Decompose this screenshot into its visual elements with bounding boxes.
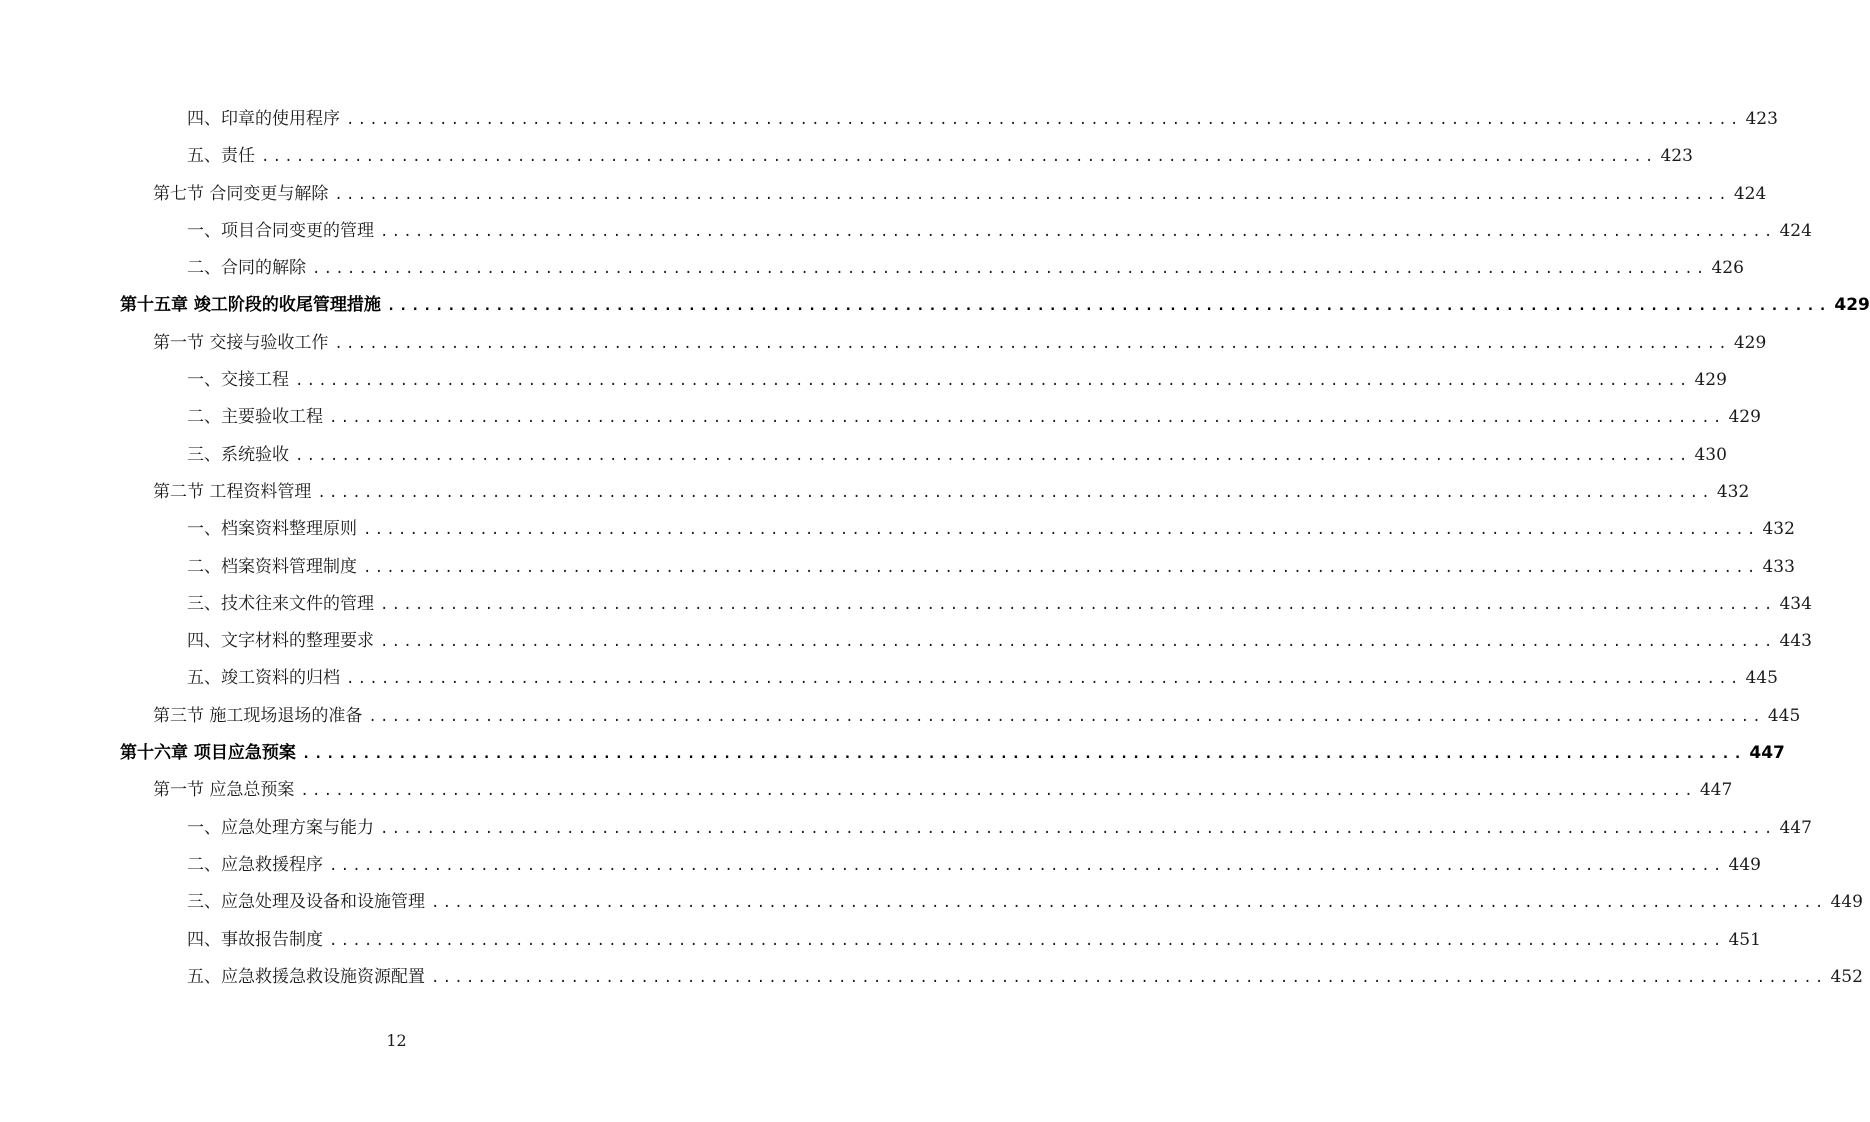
toc-section-entry[interactable] — [0, 176, 1767, 213]
toc-entry-title: 二、主要验收工程 — [187, 407, 323, 428]
toc-entry-page-number: 424 — [1779, 220, 1812, 241]
toc-chapter-entry[interactable] — [0, 287, 1870, 324]
toc-dot-leader: ........................................................................................................................ — [386, 298, 1831, 315]
toc-dot-leader: ........................................................................................................................ — [329, 932, 1725, 949]
toc-dot-leader: ........................................................................................................................ — [431, 969, 1827, 986]
toc-entry-title: 一、交接工程 — [187, 370, 289, 391]
toc-dot-leader: ........................................................................................................................ — [295, 373, 1691, 390]
toc-section-entry[interactable] — [0, 325, 1767, 362]
toc-entry-title: 第十六章 项目应急预案 — [120, 743, 296, 764]
toc-entry-title: 一、档案资料整理原则 — [187, 519, 357, 540]
toc-dot-leader: ........................................................................................................................ — [363, 522, 1759, 539]
toc-subsection-entry[interactable] — [0, 437, 1727, 474]
toc-dot-leader: ........................................................................................................................ — [346, 112, 1742, 128]
toc-dot-leader: ........................................................................................................................ — [380, 223, 1776, 240]
toc-subsection-entry[interactable] — [0, 623, 1812, 660]
toc-subsection-entry[interactable] — [0, 922, 1761, 959]
toc-subsection-entry[interactable] — [0, 213, 1812, 250]
toc-dot-leader: ........................................................................................................................ — [295, 447, 1691, 464]
toc-subsection-entry[interactable] — [0, 884, 1863, 921]
toc-entry-page-number: 445 — [1767, 705, 1801, 726]
toc-dot-leader: ........................................................................................................................ — [334, 186, 1730, 203]
toc-entry-title: 三、应急处理及设备和设施管理 — [187, 892, 425, 913]
toc-subsection-entry[interactable] — [0, 399, 1761, 436]
toc-entry-title: 第十五章 竣工阶段的收尾管理措施 — [120, 295, 381, 316]
toc-subsection-entry[interactable] — [0, 847, 1761, 884]
toc-entry-title: 五、应急救援急救设施资源配置 — [187, 966, 425, 987]
toc-entry-page-number: 447 — [1749, 743, 1785, 764]
toc-entry-title: 一、应急处理方案与能力 — [187, 817, 374, 838]
toc-dot-leader: ........................................................................................................................ — [380, 820, 1776, 837]
toc-entry-page-number: 445 — [1745, 668, 1778, 689]
toc-entry-page-number: 423 — [1745, 109, 1778, 129]
toc-dot-leader: ........................................................................................................................ — [329, 410, 1725, 427]
toc-entry-page-number: 429 — [1834, 295, 1870, 316]
toc-entry-page-number: 449 — [1830, 892, 1863, 913]
toc-dot-leader: ........................................................................................................................ — [431, 895, 1827, 912]
toc-entry-title: 第七节 合同变更与解除 — [153, 183, 329, 204]
toc-entry-title: 第一节 交接与验收工作 — [153, 332, 329, 353]
toc-entry-page-number: 443 — [1779, 631, 1812, 652]
toc-dot-leader: ........................................................................................................................ — [368, 708, 1764, 725]
toc-section-entry[interactable] — [0, 772, 1733, 809]
toc-dot-leader: ........................................................................................................................ — [300, 783, 1696, 800]
toc-entry-title: 三、系统验收 — [187, 444, 289, 465]
toc-subsection-entry[interactable] — [0, 660, 1778, 697]
toc-dot-leader: ........................................................................................................................ — [261, 149, 1657, 166]
toc-entry-title: 四、文字材料的整理要求 — [187, 631, 374, 652]
toc-entry-page-number: 433 — [1762, 556, 1795, 577]
toc-dot-leader: ........................................................................................................................ — [346, 671, 1742, 688]
toc-entry-page-number: 430 — [1694, 444, 1727, 465]
toc-entry-page-number: 429 — [1728, 407, 1761, 428]
toc-entry-title: 第二节 工程资料管理 — [153, 481, 312, 502]
toc-subsection-entry[interactable] — [0, 549, 1795, 586]
toc-entry-page-number: 429 — [1733, 332, 1767, 353]
toc-entry-page-number: 447 — [1779, 817, 1812, 838]
toc-entry-page-number: 449 — [1728, 854, 1761, 875]
toc-subsection-entry[interactable] — [0, 138, 1693, 175]
toc-entry-title: 一、项目合同变更的管理 — [187, 220, 374, 241]
toc-subsection-entry[interactable] — [0, 810, 1812, 847]
toc-entry-title: 四、印章的使用程序 — [187, 109, 340, 129]
toc-dot-leader: ........................................................................................................................ — [301, 746, 1746, 763]
toc-subsection-entry[interactable] — [0, 511, 1795, 548]
toc-subsection-entry[interactable] — [0, 362, 1727, 399]
toc-dot-leader: ........................................................................................................................ — [380, 596, 1776, 613]
toc-dot-leader: ........................................................................................................................ — [363, 559, 1759, 576]
toc-dot-leader: ........................................................................................................................ — [329, 857, 1725, 874]
toc-entry-page-number: 452 — [1830, 966, 1863, 987]
toc-dot-leader: ........................................................................................................................ — [334, 335, 1730, 352]
toc-entry-title: 二、档案资料管理制度 — [187, 556, 357, 577]
toc-entry-page-number: 426 — [1711, 258, 1744, 279]
table-of-contents — [0, 101, 1870, 996]
toc-entry-title: 四、事故报告制度 — [187, 929, 323, 950]
toc-entry-page-number: 432 — [1762, 519, 1795, 540]
toc-section-entry[interactable] — [0, 698, 1801, 735]
toc-entry-page-number: 451 — [1728, 929, 1761, 950]
toc-entry-page-number: 432 — [1716, 481, 1750, 502]
toc-entry-title: 第一节 应急总预案 — [153, 780, 295, 801]
toc-entry-title: 二、应急救援程序 — [187, 854, 323, 875]
toc-entry-title: 五、竣工资料的归档 — [187, 668, 340, 689]
toc-subsection-entry[interactable] — [0, 250, 1744, 287]
toc-dot-leader: ........................................................................................................................ — [312, 261, 1708, 278]
toc-subsection-entry[interactable] — [0, 586, 1812, 623]
toc-entry-page-number: 434 — [1779, 593, 1812, 614]
toc-chapter-entry[interactable] — [0, 735, 1785, 772]
toc-dot-leader: ........................................................................................................................ — [380, 634, 1776, 651]
toc-entry-title: 第三节 施工现场退场的准备 — [153, 705, 363, 726]
toc-entry-title: 二、合同的解除 — [187, 258, 306, 279]
toc-entry-page-number: 429 — [1694, 370, 1727, 391]
toc-section-entry[interactable] — [0, 474, 1750, 511]
toc-entry-title: 五、责任 — [187, 146, 255, 167]
toc-dot-leader: ........................................................................................................................ — [317, 484, 1713, 501]
toc-entry-title: 三、技术往来文件的管理 — [187, 593, 374, 614]
toc-subsection-entry[interactable] — [0, 959, 1863, 996]
toc-entry-page-number: 423 — [1660, 146, 1693, 167]
toc-entry-page-number: 424 — [1733, 183, 1767, 204]
toc-entry-page-number: 447 — [1699, 780, 1733, 801]
toc-subsection-entry[interactable] — [0, 101, 1778, 138]
page-number: 12 — [386, 1031, 407, 1050]
